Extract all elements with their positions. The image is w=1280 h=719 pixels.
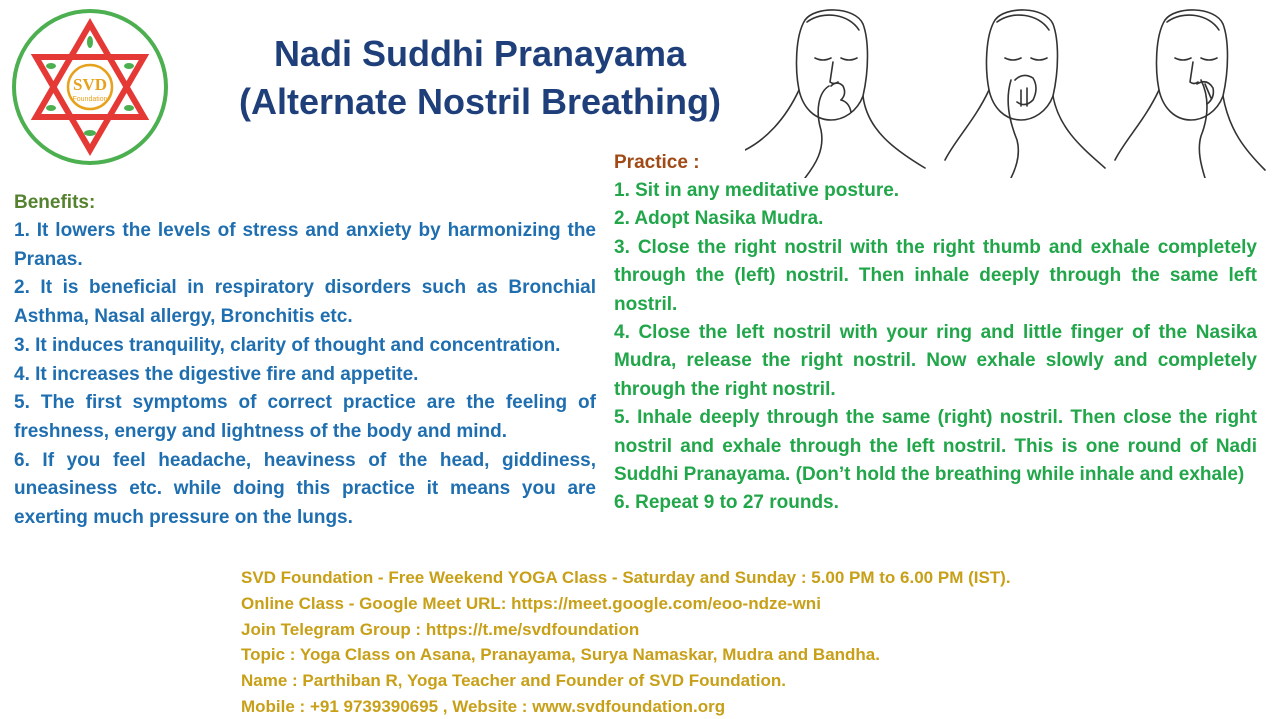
page-title	[185, 30, 775, 126]
logo-text-top: SVD	[72, 75, 108, 94]
practice-heading: Practice :	[614, 152, 700, 173]
practice-step: 5. Inhale deeply through the same (right) nostril. Then close the right nostril and exhale through the left nostril. This is one round of Nadi Suddhi Pranayama. (Don’t hold the breathing while inhale and exhale)	[614, 407, 1257, 486]
benefit-item: 2. It is beneficial in respiratory disorders such as Bronchial Asthma, Nasal allergy, Bronchitis etc.	[14, 277, 596, 328]
practice-step: 2. Adopt Nasika Mudra.	[614, 208, 824, 230]
practice-step: 1. Sit in any meditative posture.	[614, 180, 900, 201]
benefit-item: 6. If you feel headache, heaviness of the head, giddiness, uneasiness etc. while doing this practice it means you are exerting much pressure on the lungs.	[14, 449, 596, 529]
footer-line-telegram: Join Telegram Group : https://t.me/svdfoundation	[241, 619, 640, 639]
footer-line-contact: Mobile : +91 9739390695 , Website : www.svdfoundation.org	[241, 696, 726, 716]
practice-step: 4. Close the left nostril with your ring and little finger of the Nasika Mudra, release the right nostril. Now exhale slowly and completely through the right nostril.	[614, 322, 1257, 400]
benefit-item: 4. It increases the digestive fire and appetite.	[14, 363, 419, 385]
practice-step: 3. Close the right nostril with the right thumb and exhale completely through the (left) nostril. Then inhale deeply through the same left nostril.	[614, 236, 1257, 315]
footer-line-topic: Topic : Yoga Class on Asana, Pranayama, Surya Namaskar, Mudra and Bandha.	[241, 645, 880, 665]
title-line-1: Nadi Suddhi Pranayama	[273, 33, 687, 74]
benefit-item: 3. It induces tranquility, clarity of thought and concentration.	[14, 334, 561, 356]
logo-text-bottom: Foundation	[72, 96, 108, 103]
footer-line-class-schedule: SVD Foundation - Free Weekend YOGA Class - Saturday and Sunday : 5.00 PM to 6.00 PM (IST).	[241, 568, 1011, 587]
svd-foundation-logo	[9, 6, 171, 168]
practice-section	[614, 149, 1257, 518]
class-info-footer	[241, 565, 1261, 719]
footer-line-teacher: Name : Parthiban R, Yoga Teacher and Founder of SVD Foundation.	[241, 671, 786, 691]
practice-step: 6. Repeat 9 to 27 rounds.	[614, 492, 839, 514]
benefit-item: 1. It lowers the levels of stress and anxiety by harmonizing the Pranas.	[14, 220, 596, 270]
benefit-item: 5. The first symptoms of correct practice are the feeling of freshness, energy and lightness of the body and mind.	[14, 392, 596, 442]
footer-line-meet-url: Online Class - Google Meet URL: https://meet.google.com/eoo-ndze-wni	[241, 593, 821, 613]
benefits-heading: Benefits:	[14, 192, 96, 213]
title-line-2: (Alternate Nostril Breathing)	[238, 81, 722, 122]
benefits-section	[14, 188, 596, 533]
